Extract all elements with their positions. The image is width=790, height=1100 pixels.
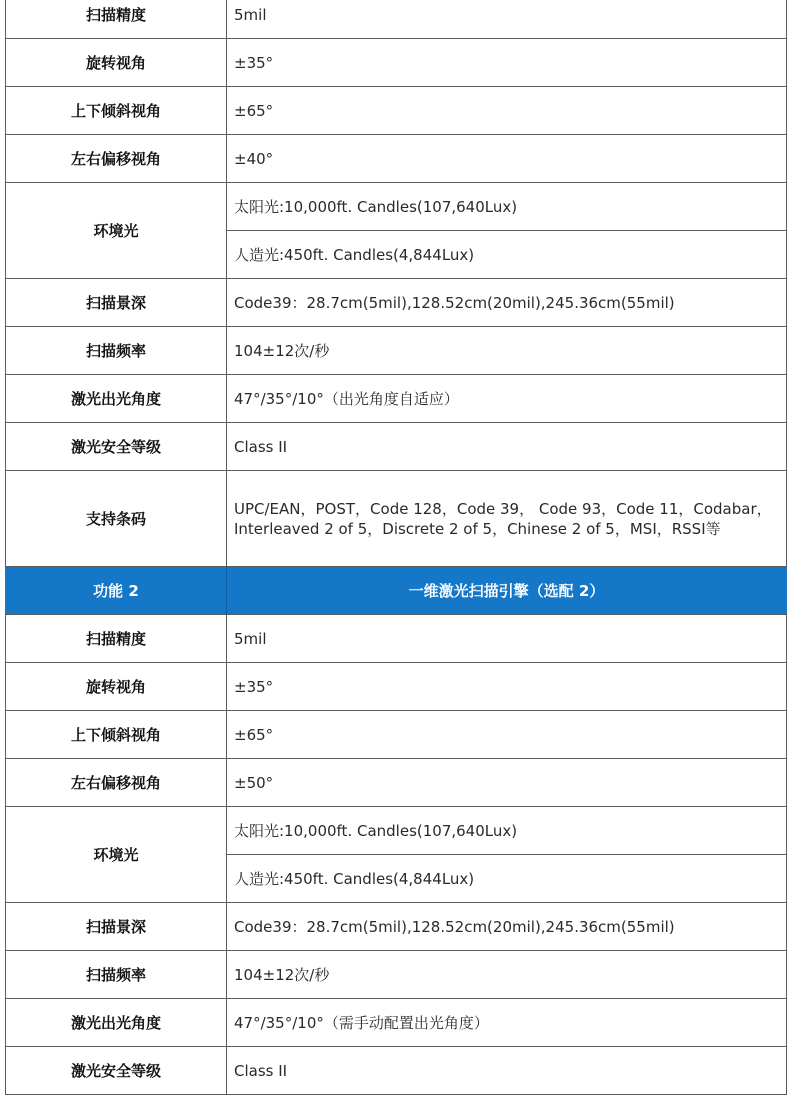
spec-label: 旋转视角 [6, 663, 227, 711]
spec-label: 扫描频率 [6, 327, 227, 375]
spec-label: 扫描精度 [6, 0, 227, 39]
table-row [6, 951, 787, 999]
spec-value: 104±12次/秒 [227, 951, 787, 999]
spec-label: 环境光 [6, 183, 227, 279]
spec-label: 左右偏移视角 [6, 759, 227, 807]
spec-value-line: Interleaved 2 of 5，Discrete 2 of 5，Chinese 2 of 5，MSI，RSSI等 [234, 519, 721, 538]
spec-value: 太阳光:10,000ft. Candles(107,640Lux) [227, 807, 787, 855]
table-row [6, 375, 787, 423]
spec-label: 左右偏移视角 [6, 135, 227, 183]
section-header-row [6, 567, 787, 615]
spec-label: 扫描频率 [6, 951, 227, 999]
table-row [6, 39, 787, 87]
table-row [6, 999, 787, 1047]
table-row [6, 183, 787, 231]
spec-value: 5mil [227, 0, 787, 39]
table-row [6, 807, 787, 855]
spec-table [5, 0, 787, 1095]
table-row [6, 759, 787, 807]
spec-value: 47°/35°/10°（需手动配置出光角度） [227, 999, 787, 1047]
table-row [6, 471, 787, 567]
spec-label: 激光出光角度 [6, 375, 227, 423]
spec-value [227, 471, 787, 567]
spec-label: 激光出光角度 [6, 999, 227, 1047]
table-row [6, 423, 787, 471]
spec-value: 104±12次/秒 [227, 327, 787, 375]
spec-value: Code39：28.7cm(5mil),128.52cm(20mil),245.36cm(55mil) [227, 903, 787, 951]
spec-value: Code39：28.7cm(5mil),128.52cm(20mil),245.36cm(55mil) [227, 279, 787, 327]
table-row [6, 615, 787, 663]
spec-label: 扫描精度 [6, 615, 227, 663]
table-row [6, 903, 787, 951]
section-header-label: 功能 2 [6, 567, 227, 615]
spec-value: ±65° [227, 711, 787, 759]
spec-value: 47°/35°/10°（出光角度自适应） [227, 375, 787, 423]
table-row [6, 0, 787, 39]
spec-label: 旋转视角 [6, 39, 227, 87]
spec-label: 扫描景深 [6, 279, 227, 327]
spec-value-line: UPC/EAN，POST，Code 128，Code 39， Code 93，Code 11，Codabar， [234, 499, 772, 518]
table-row [6, 711, 787, 759]
spec-value: ±35° [227, 663, 787, 711]
spec-value: ±65° [227, 87, 787, 135]
spec-value: 人造光:450ft. Candles(4,844Lux) [227, 855, 787, 903]
table-row [6, 1047, 787, 1095]
spec-label: 上下倾斜视角 [6, 711, 227, 759]
spec-value: 5mil [227, 615, 787, 663]
spec-value: 太阳光:10,000ft. Candles(107,640Lux) [227, 183, 787, 231]
spec-value: Class II [227, 1047, 787, 1095]
table-row [6, 279, 787, 327]
spec-value: ±40° [227, 135, 787, 183]
table-row [6, 663, 787, 711]
spec-label: 激光安全等级 [6, 1047, 227, 1095]
spec-value: Class II [227, 423, 787, 471]
spec-value: 人造光:450ft. Candles(4,844Lux) [227, 231, 787, 279]
spec-label: 扫描景深 [6, 903, 227, 951]
spec-label: 上下倾斜视角 [6, 87, 227, 135]
spec-value: ±50° [227, 759, 787, 807]
spec-label: 支持条码 [6, 471, 227, 567]
spec-value: ±35° [227, 39, 787, 87]
spec-label: 环境光 [6, 807, 227, 903]
table-row [6, 135, 787, 183]
spec-label: 激光安全等级 [6, 423, 227, 471]
section-header-value: 一维激光扫描引擎（选配 2） [227, 567, 787, 615]
table-row [6, 327, 787, 375]
table-row [6, 87, 787, 135]
